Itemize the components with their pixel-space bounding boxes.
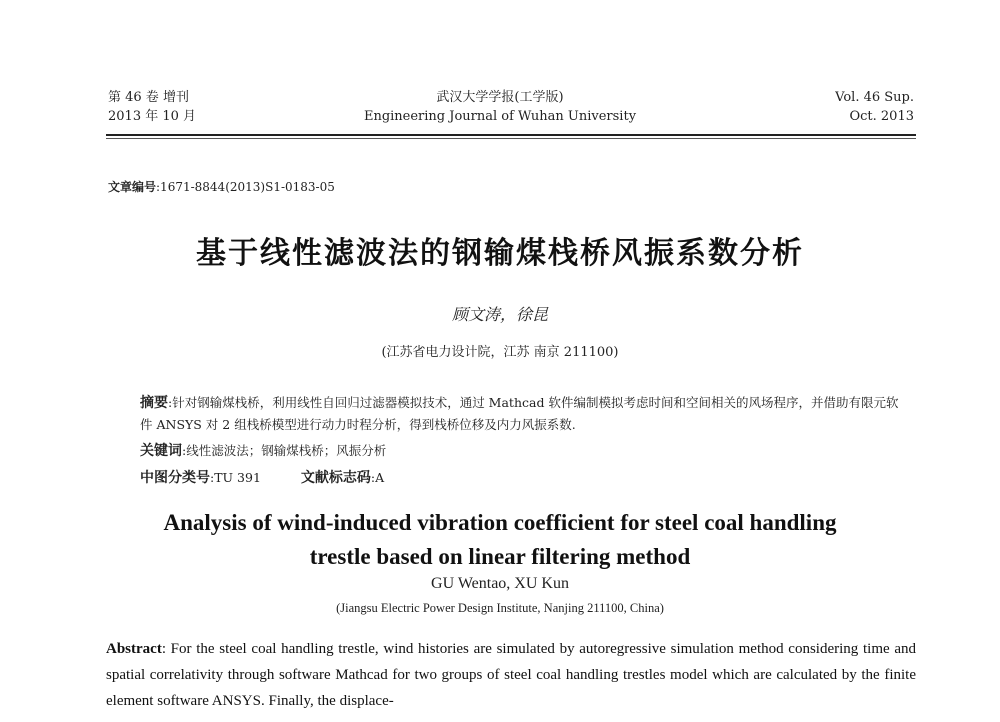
chinese-keywords xyxy=(140,440,386,460)
journal-volume-info-en xyxy=(835,88,914,126)
english-affiliation: (Jiangsu Electric Power Design Institute, Nanjing 211100, China) xyxy=(336,601,664,615)
article-number-label: 文章编号 xyxy=(108,180,157,194)
volume-label: 第 46 卷 增刊 xyxy=(108,90,189,105)
document-code-value: :A xyxy=(370,470,385,485)
chinese-abstract-label: 摘要 xyxy=(140,395,168,411)
chinese-authors: 顾文涛，徐昆 xyxy=(451,305,548,324)
journal-name-en: Engineering Journal of Wuhan University xyxy=(363,109,637,124)
chinese-title: 基于线性滤波法的钢输煤栈桥风振系数分析 xyxy=(196,236,804,271)
journal-name-cn: 武汉大学学报(工学版) xyxy=(436,90,564,105)
chinese-abstract-text: :针对钢输煤栈桥，利用线性自回归过滤器模拟技术，通过 Mathcad 软件编制模拟考虑时间和空间相关的风场程序，并借助有限元软件 ANSYS 对 2 组栈桥模型进行动力时程分析，得到栈桥位移及内力风振系数. xyxy=(140,395,899,432)
chinese-affiliation: (江苏省电力设计院，江苏 南京 211100) xyxy=(381,345,619,360)
english-abstract-text: : For the steel coal handling trestle, wind histories are simulated by autoregressive simulation method considering time and spatial correlativity through software Mathcad for two groups of steel coal handling trestles model which are calculated by the finite element software ANSYS. Finally, the displace- xyxy=(106,641,916,709)
english-abstract-label: Abstract xyxy=(106,641,162,657)
document-code-label: 文献标志码 xyxy=(300,470,371,486)
chinese-abstract xyxy=(140,392,900,436)
chinese-keywords-label: 关键词 xyxy=(140,443,182,459)
issue-date: 2013 年 10 月 xyxy=(108,109,197,124)
classification-value: :TU 391 xyxy=(210,470,261,485)
classification-label: 中图分类号 xyxy=(140,470,210,486)
english-title xyxy=(0,506,1000,574)
english-title-line2: trestle based on linear filtering method xyxy=(309,544,691,569)
english-authors: GU Wentao, XU Kun xyxy=(431,575,569,592)
chinese-keywords-text: :线性滤波法；钢输煤栈桥；风振分析 xyxy=(182,443,387,458)
header-rule-thin xyxy=(106,138,916,139)
volume-label-en: Vol. 46 Sup. xyxy=(835,90,914,105)
article-number xyxy=(108,178,335,195)
issue-date-en: Oct. 2013 xyxy=(849,109,914,124)
header-rule-thick xyxy=(106,134,916,136)
article-number-value: :1671-8844(2013)S1-0183-05 xyxy=(156,180,335,194)
english-title-line1: Analysis of wind-induced vibration coefficient for steel coal handling xyxy=(163,510,837,535)
english-abstract xyxy=(106,636,916,714)
classification-info xyxy=(140,467,384,487)
